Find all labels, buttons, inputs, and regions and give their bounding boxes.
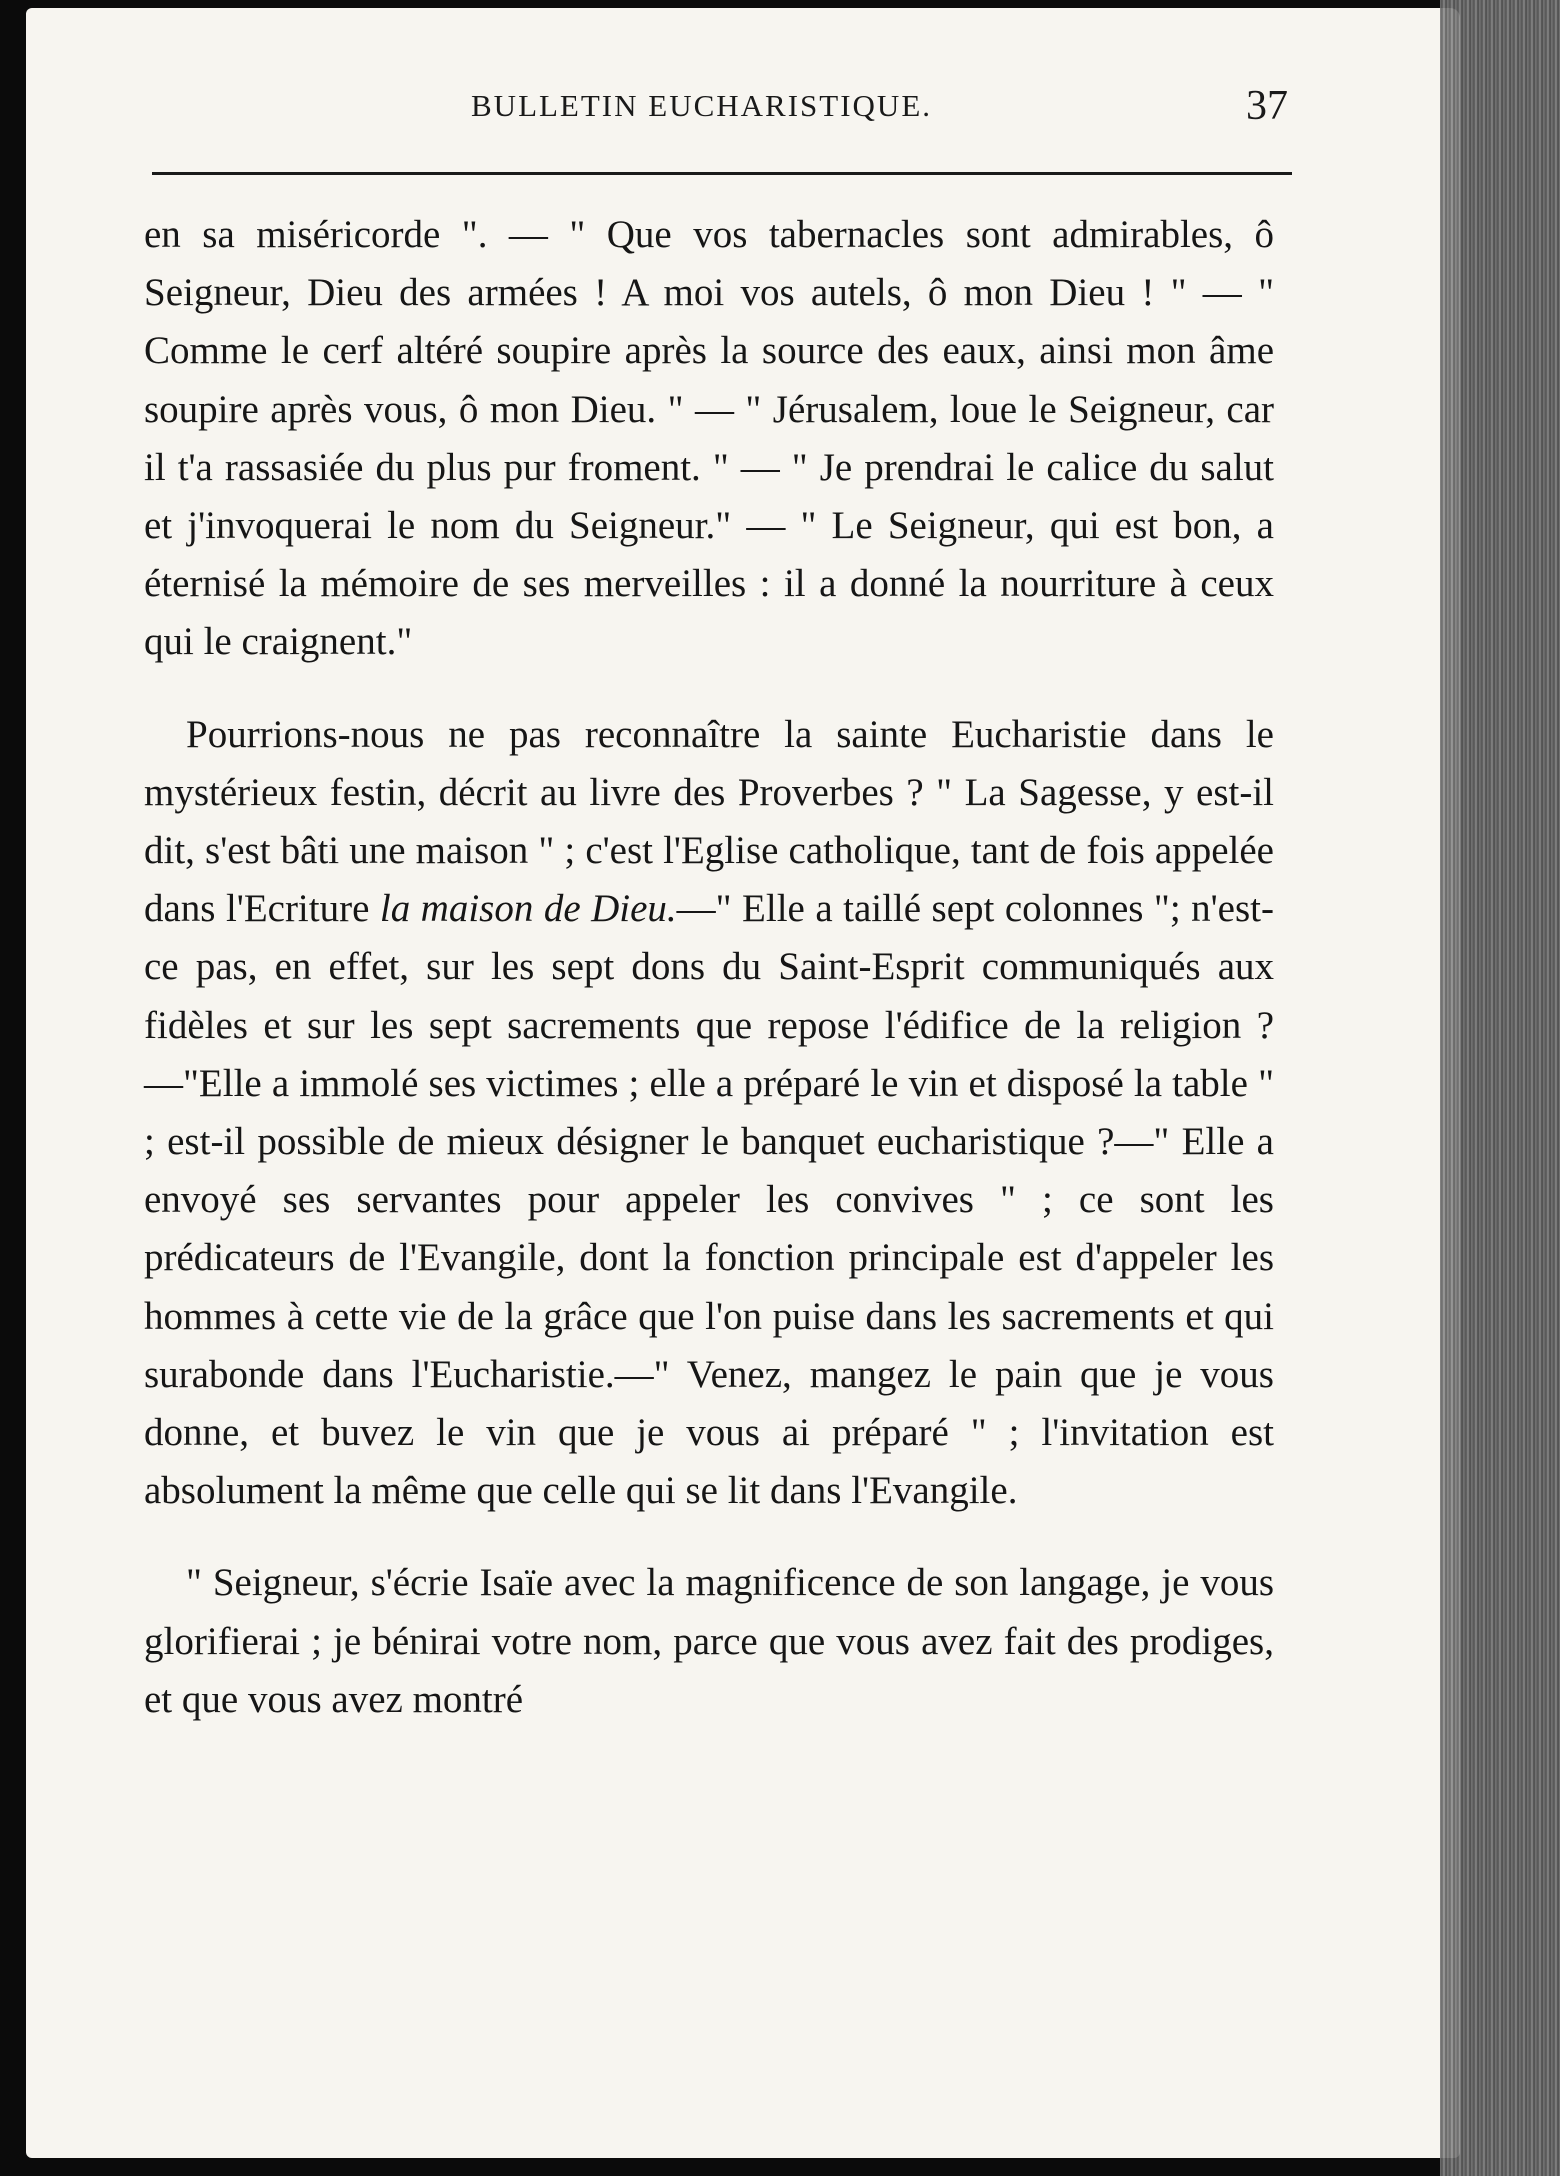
page-edges: [1440, 0, 1560, 2176]
body-text: [144, 206, 1274, 1729]
paragraph-1: en sa miséricorde ". — " Que vos tabernacles sont admirables, ô Seigneur, Dieu des armées ! A moi vos autels, ô mon Dieu ! " — " Comme le cerf altéré soupire après la source des eaux, ainsi mon âme soupire après vous, ô mon Dieu. " — " Jérusalem, loue le Seigneur, car il t'a rassasiée du plus pur froment. " — " Je prendrai le calice du salut et j'invoquerai le nom du Seigneur." — " Le Seigneur, qui est bon, a éternisé la mémoire de ses merveilles : il a donné la nourriture à ceux qui le craignent.": [144, 213, 1274, 664]
header-rule: [152, 172, 1292, 175]
paragraph-2: [144, 706, 1274, 1521]
running-title: BULLETIN EUCHARISTIQUE.: [471, 88, 933, 123]
paragraph-2-part-1: Pourrions-nous ne pas reconnaître la sainte Eucharistie dans le mystérieux festin, décrit au livre des Proverbes ? " La Sagesse, y est-il dit, s'est bâti une maison " ; c'est l'Eglise catholique, tant de fois appelée dans l'Ecriture: [144, 712, 1274, 931]
italic-phrase: la maison de Dieu.: [379, 887, 677, 931]
paragraph-3: " Seigneur, s'écrie Isaïe avec la magnificence de son langage, je vous glorifierai ; je bénirai votre nom, parce que vous avez fait des prodiges, et que vous avez montré: [144, 1561, 1274, 1721]
page-header: [113, 82, 1288, 132]
page-number: 37: [1246, 83, 1288, 129]
paragraph-2-part-2: —" Elle a taillé sept colonnes "; n'est-ce pas, en effet, sur les sept dons du Saint-Esprit communiqués aux fidèles et sur les sept sacrements que repose l'édifice de la religion ?—"Elle a immolé ses victimes ; elle a préparé le vin et disposé la table " ; est-il possible de mieux désigner le banquet eucharistique ?—" Elle a envoyé ses servantes pour appeler les convives " ; ce sont les prédicateurs de l'Evangile, dont la fonction principale est d'appeler les hommes à cette vie de la grâce que l'on puise dans les sacrements et qui surabonde dans l'Eucharistie.—" Venez, mangez le pain que je vous donne, et buvez le vin que je vous ai préparé " ; l'invitation est absolument la même que celle qui se lit dans l'Evangile.: [144, 887, 1274, 1513]
